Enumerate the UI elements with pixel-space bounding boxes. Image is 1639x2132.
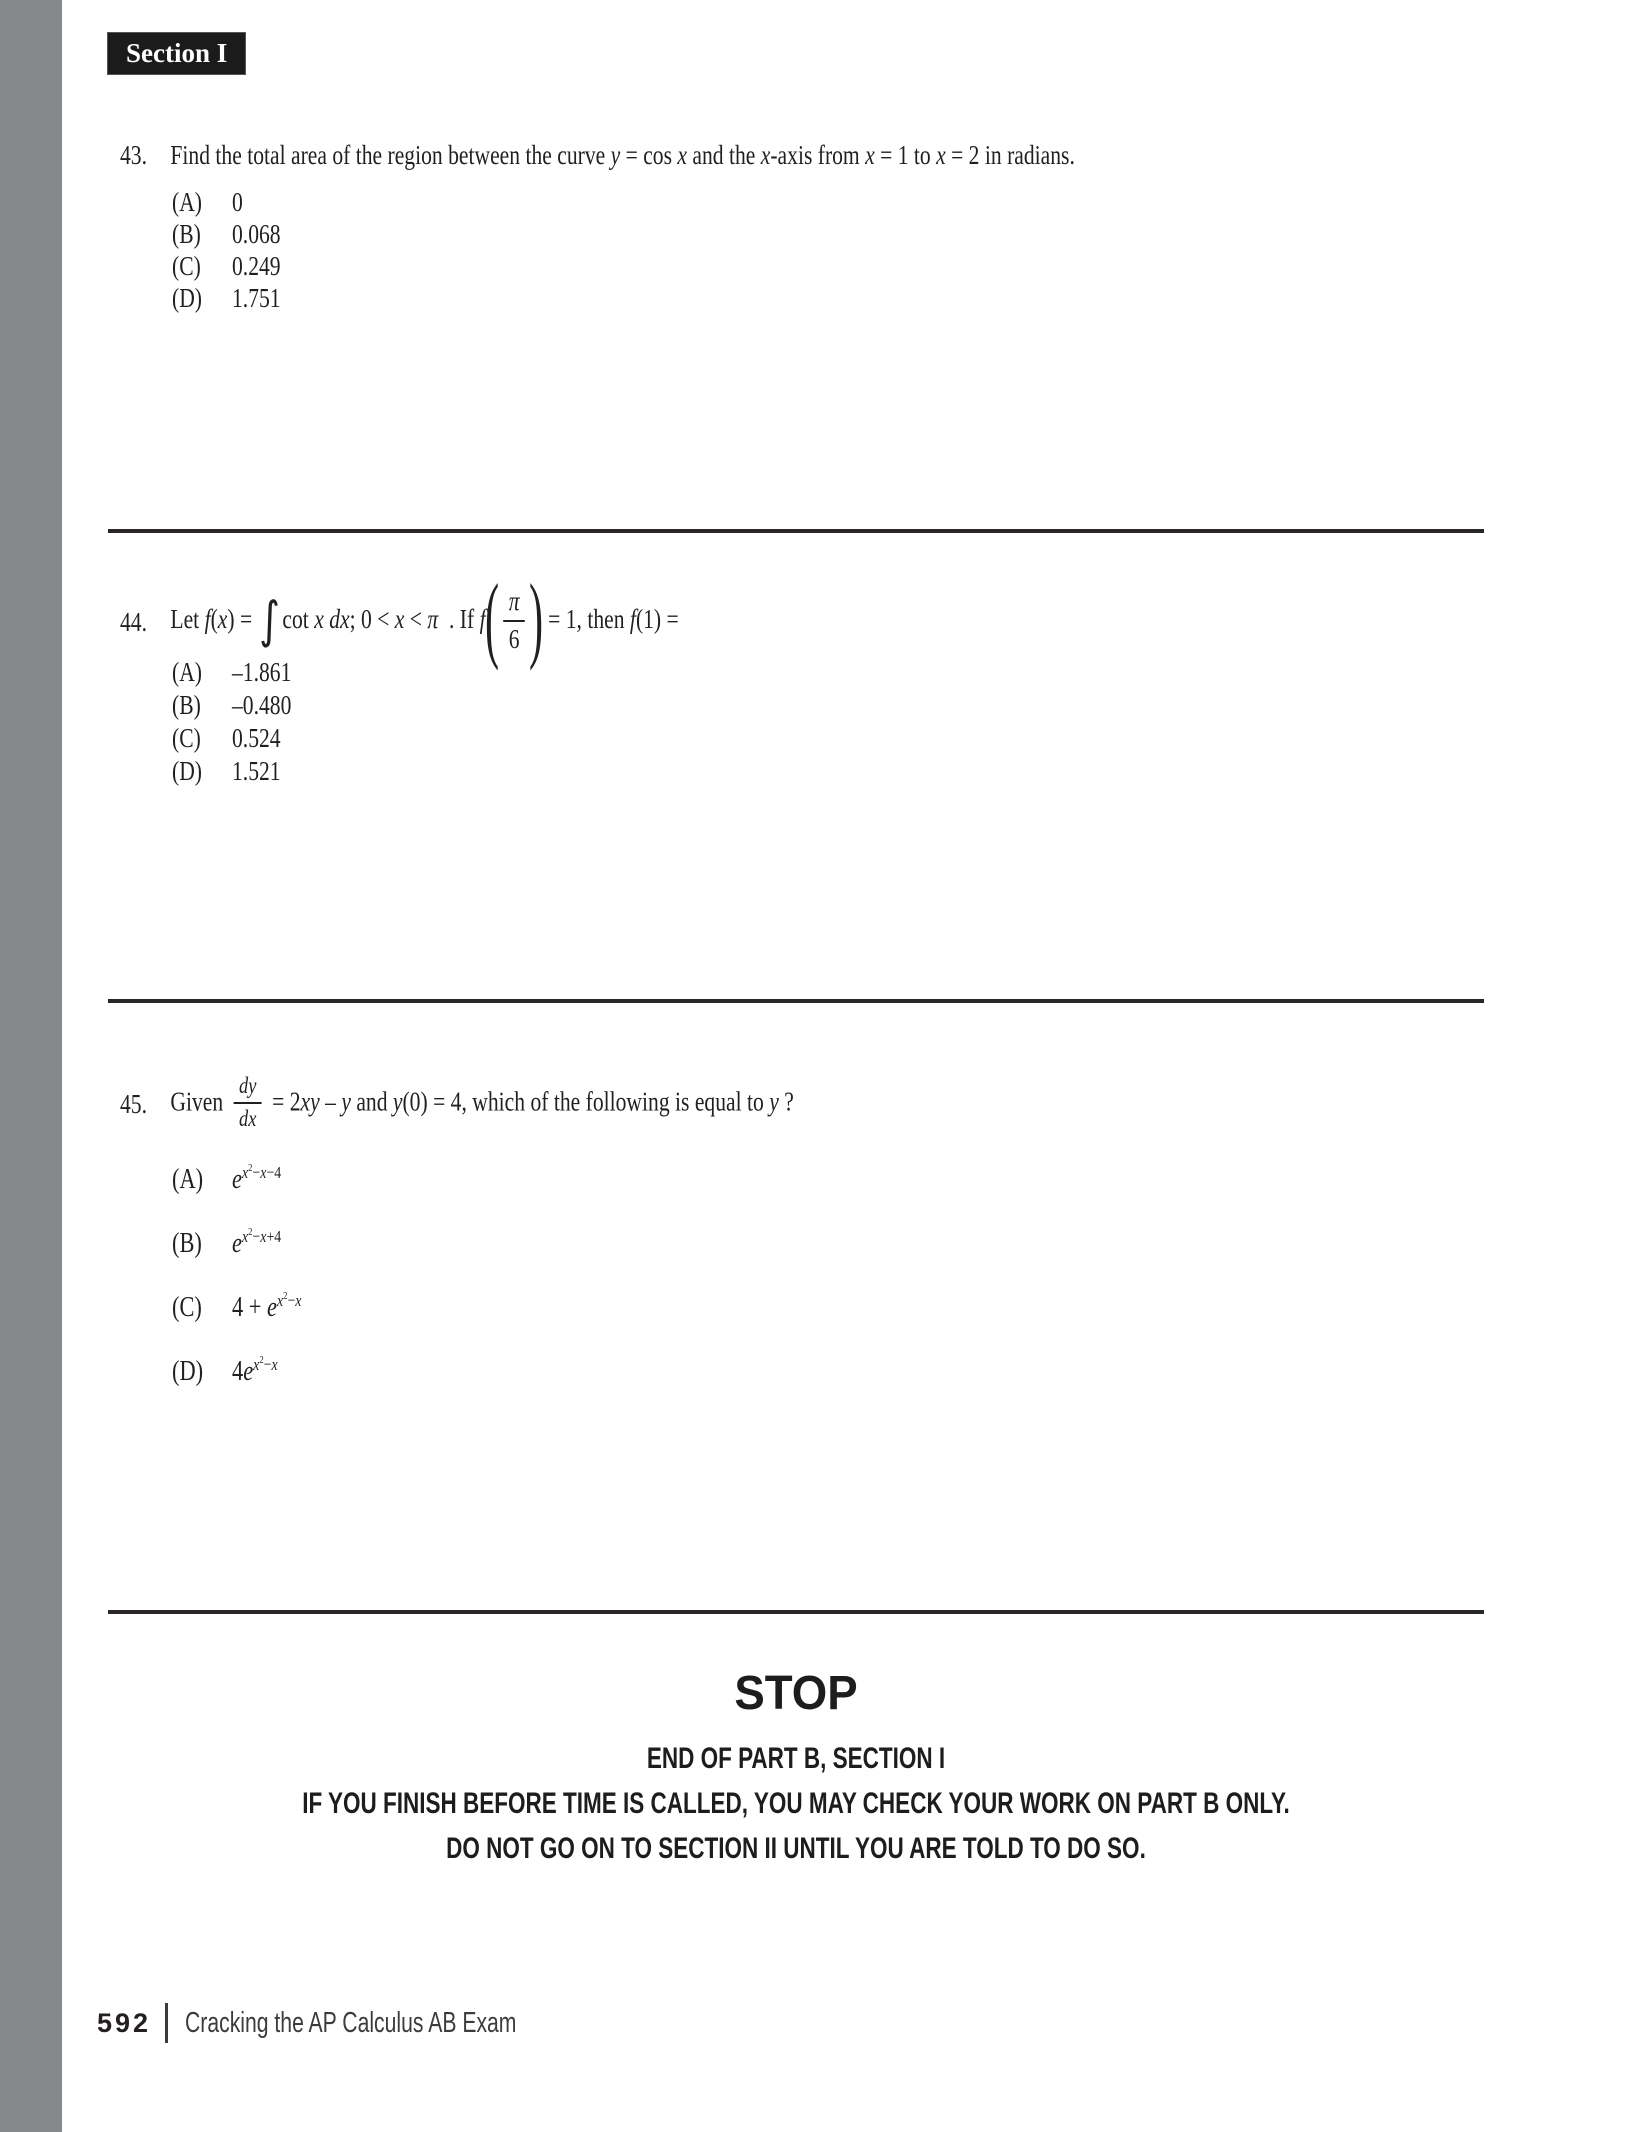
page-edge-bar (0, 0, 62, 2132)
choice-label: (A) (172, 1164, 204, 1195)
choice-label: (C) (172, 251, 201, 281)
choice-44-b (172, 689, 291, 722)
choice-label: (A) (172, 657, 202, 687)
question-44-stem: Let f(x) = ∫cot x dx; 0 < x < π . If f( $\frac{\pi}{6}$ ) = 1, then f(1) = (170, 564, 679, 671)
question-45-stem-row (120, 1068, 794, 1140)
choice-value: 1.521 (232, 756, 281, 786)
choice-43-c (172, 250, 281, 282)
choice-value: $4 + e^{x^2-x}$ (232, 1289, 302, 1323)
choice-value: 0.249 (232, 251, 281, 281)
choice-label: (C) (172, 723, 201, 753)
choice-label: (B) (172, 1228, 202, 1259)
question-43-stem-row (120, 138, 1075, 172)
choice-value: –0.480 (232, 690, 292, 720)
stop-line-1: END OF PART B, SECTION I (646, 1742, 946, 1775)
choice-44-a (172, 656, 291, 689)
page-number: 592 (97, 2007, 152, 2038)
choice-value: $e^{x^2-x+4}$ (232, 1225, 282, 1259)
choice-43-d (172, 282, 281, 314)
choice-45-a (172, 1160, 301, 1200)
choice-value: 0 (232, 187, 243, 217)
choice-value: $4e^{x^2-x}$ (232, 1353, 278, 1387)
choice-43-a (172, 186, 281, 218)
book-title: Cracking the AP Calculus AB Exam (185, 2006, 517, 2039)
question-44-choices (172, 656, 321, 788)
stop-line-3: DO NOT GO ON TO SECTION II UNTIL YOU ARE TOLD TO DO SO. (446, 1832, 1146, 1865)
choice-label: (B) (172, 690, 201, 720)
section-divider (108, 1610, 1484, 1614)
question-43-stem: Find the total area of the region between the curve y = cos x and the x-axis from x = 1 to x = 2 in radians. (170, 140, 1075, 170)
choice-44-c (172, 722, 291, 755)
question-45-choices (172, 1160, 334, 1416)
page-footer (97, 2002, 639, 2044)
stop-line-2: IF YOU FINISH BEFORE TIME IS CALLED, YOU MAY CHECK YOUR WORK ON PART B ONLY. (302, 1787, 1290, 1820)
choice-label: (A) (172, 187, 202, 217)
section-divider (108, 529, 1484, 533)
question-44-number: 44. (120, 606, 147, 637)
choice-value: $e^{x^2-x-4}$ (232, 1161, 282, 1195)
choice-value: 0.524 (232, 723, 281, 753)
choice-value: 0.068 (232, 219, 281, 249)
section-label: Section I (108, 33, 245, 74)
choice-label: (D) (172, 1356, 204, 1387)
section-divider (108, 999, 1484, 1003)
question-45-number: 45. (120, 1088, 147, 1119)
choice-label: (D) (172, 283, 202, 313)
footer-divider (165, 2003, 168, 2043)
choice-45-b (172, 1224, 301, 1264)
choice-label: (C) (172, 1292, 202, 1323)
choice-43-b (172, 218, 281, 250)
question-45-stem: Given $\frac{dy}{dx}$ = 2xy – y and y(0) = 4, which of the following is equal to y ? (170, 1072, 794, 1131)
choice-label: (B) (172, 219, 201, 249)
choice-45-d (172, 1352, 301, 1392)
choice-label: (D) (172, 756, 202, 786)
choice-value: –1.861 (232, 657, 292, 687)
choice-45-c (172, 1288, 301, 1328)
question-43-choices (172, 186, 308, 314)
stop-block (108, 1667, 1484, 1871)
choice-value: 1.751 (232, 283, 281, 313)
choice-44-d (172, 755, 291, 788)
question-43-number: 43. (120, 140, 147, 170)
stop-title: STOP (734, 1667, 858, 1720)
